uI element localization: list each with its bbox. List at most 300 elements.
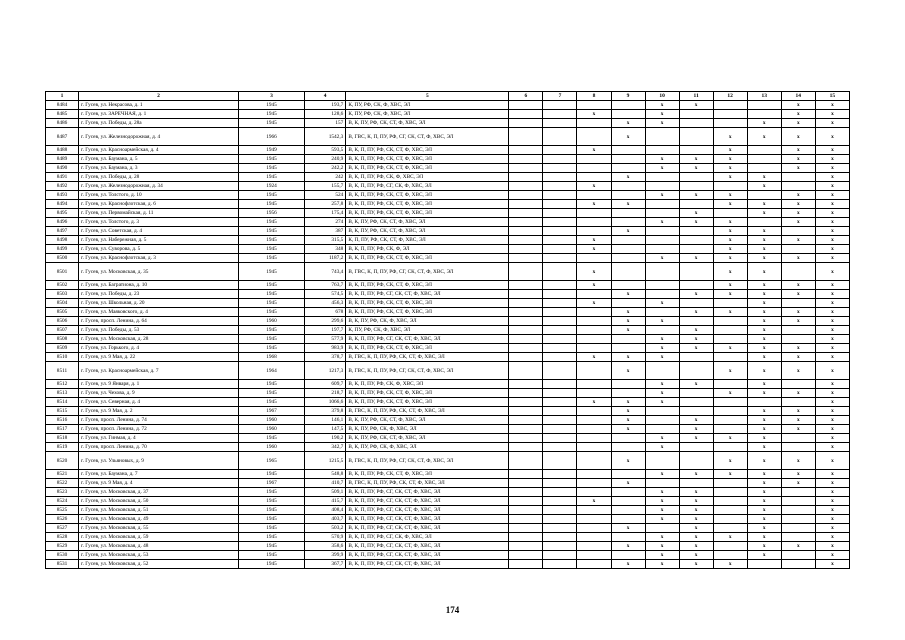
cell-col-15: x: [815, 218, 849, 227]
cell-col-12: [713, 506, 747, 515]
cell-col-14: x: [781, 353, 815, 362]
cell-col-6: [509, 560, 543, 569]
cell-col-11: x: [679, 218, 713, 227]
cell-col-15: x: [815, 335, 849, 344]
cell-year-built: 1945: [238, 380, 304, 389]
cell-area: 387: [305, 227, 346, 236]
cell-col-13: x: [747, 488, 781, 497]
cell-utilities: К, П, ПУ, РФ, СК, СТ, Ф, ХВС, ЭЛ: [346, 236, 509, 245]
cell-address: г. Гусев, ул. 9 Мая, д. 22: [79, 353, 239, 362]
cell-col-13: x: [747, 335, 781, 344]
cell-col-6: [509, 506, 543, 515]
table-row: [46, 182, 850, 191]
cell-col-14: x: [781, 128, 815, 146]
cell-col-12: [713, 299, 747, 308]
cell-col-12: x: [713, 533, 747, 542]
cell-col-13: [747, 146, 781, 155]
table-row: [46, 497, 850, 506]
cell-utilities: В, К, П, ПУ, РФ, СК, СТ, Ф, ХВС, ЭЛ: [346, 209, 509, 218]
cell-col-13: x: [747, 506, 781, 515]
cell-col-9: x: [611, 119, 645, 128]
cell-year-built: 1965: [238, 452, 304, 470]
cell-col-10: [645, 263, 679, 281]
cell-row-number: 8524: [46, 497, 79, 506]
cell-address: г. Гусев, ул. 9 Мая, д. 4: [79, 479, 239, 488]
cell-col-9: x: [611, 317, 645, 326]
table-row: [46, 542, 850, 551]
cell-col-8: [577, 515, 611, 524]
cell-col-6: [509, 551, 543, 560]
cell-col-11: x: [679, 209, 713, 218]
cell-utilities: В, К, П, ПУ, РФ, СК, СТ, Ф, ХВС, ЭЛ: [346, 299, 509, 308]
cell-col-15: x: [815, 200, 849, 209]
cell-utilities: В, К, П, ПУ, РФ, СГ, СК, СТ, Ф, ХВС, ЭЛ: [346, 542, 509, 551]
cell-utilities: В, ГВС, К, П, ПУ, РФ, СГ, СК, СТ, Ф, ХВС, ЭЛ: [346, 362, 509, 380]
cell-col-9: x: [611, 227, 645, 236]
cell-col-12: x: [713, 128, 747, 146]
cell-col-15: x: [815, 245, 849, 254]
cell-col-10: x: [645, 560, 679, 569]
cell-col-8: [577, 452, 611, 470]
cell-col-13: x: [747, 551, 781, 560]
cell-col-10: [645, 479, 679, 488]
cell-year-built: 1945: [238, 560, 304, 569]
column-header-14: 14: [781, 92, 815, 101]
cell-utilities: В, К, П, ПУ, РФ, СГ, СК, СТ, Ф, ХВС, ЭЛ: [346, 290, 509, 299]
cell-col-14: x: [781, 407, 815, 416]
cell-year-built: 1960: [238, 317, 304, 326]
cell-col-15: x: [815, 425, 849, 434]
cell-col-9: [611, 209, 645, 218]
cell-address: г. Гусев, ул. Победы, д. 23: [79, 290, 239, 299]
cell-year-built: 1945: [238, 155, 304, 164]
cell-col-15: x: [815, 470, 849, 479]
cell-col-6: [509, 515, 543, 524]
cell-col-6: [509, 317, 543, 326]
cell-area: 743,4: [305, 263, 346, 281]
cell-col-6: [509, 299, 543, 308]
cell-col-12: x: [713, 200, 747, 209]
cell-col-6: [509, 416, 543, 425]
cell-year-built: 1945: [238, 245, 304, 254]
cell-col-9: [611, 380, 645, 389]
table-row: [46, 488, 850, 497]
cell-col-15: x: [815, 299, 849, 308]
cell-col-13: [747, 164, 781, 173]
cell-col-12: [713, 326, 747, 335]
cell-year-built: 1945: [238, 218, 304, 227]
cell-year-built: 1945: [238, 398, 304, 407]
column-header-11: 11: [679, 92, 713, 101]
cell-col-11: x: [679, 344, 713, 353]
cell-col-8: [577, 344, 611, 353]
cell-utilities: В, ГВС, К, П, ПУ, РФ, СК, СТ, Ф, ХВС, ЭЛ: [346, 407, 509, 416]
cell-year-built: 1945: [238, 542, 304, 551]
cell-col-10: [645, 326, 679, 335]
cell-col-14: [781, 488, 815, 497]
cell-col-9: x: [611, 326, 645, 335]
cell-col-7: [543, 110, 577, 119]
cell-col-12: [713, 101, 747, 110]
cell-col-11: x: [679, 416, 713, 425]
cell-col-8: x: [577, 200, 611, 209]
cell-row-number: 8512: [46, 380, 79, 389]
cell-col-7: [543, 281, 577, 290]
cell-utilities: В, К, П, ПУ, РФ, СК, СТ, Ф, ХВС, ЭЛ: [346, 200, 509, 209]
cell-col-9: [611, 245, 645, 254]
cell-col-7: [543, 317, 577, 326]
cell-year-built: 1945: [238, 335, 304, 344]
cell-col-10: [645, 407, 679, 416]
cell-col-7: [543, 425, 577, 434]
cell-col-15: x: [815, 551, 849, 560]
cell-utilities: В, К, ПУ, РФ, СК, Ф, ХВС, ЭЛ: [346, 425, 509, 434]
cell-col-8: [577, 416, 611, 425]
cell-col-9: [611, 389, 645, 398]
cell-col-15: x: [815, 317, 849, 326]
cell-col-7: [543, 560, 577, 569]
cell-col-8: x: [577, 110, 611, 119]
cell-col-8: x: [577, 281, 611, 290]
cell-col-13: x: [747, 245, 781, 254]
cell-col-9: [611, 506, 645, 515]
cell-col-12: x: [713, 362, 747, 380]
cell-col-7: [543, 398, 577, 407]
column-header-9: 9: [611, 92, 645, 101]
cell-col-15: x: [815, 497, 849, 506]
cell-col-8: x: [577, 245, 611, 254]
cell-col-8: [577, 380, 611, 389]
cell-col-15: x: [815, 362, 849, 380]
cell-col-15: x: [815, 506, 849, 515]
cell-col-13: x: [747, 128, 781, 146]
cell-col-8: [577, 173, 611, 182]
cell-utilities: К, ПУ, РФ, СК, Ф, ХВС, ЭЛ: [346, 110, 509, 119]
cell-col-12: [713, 380, 747, 389]
table-row: [46, 155, 850, 164]
cell-col-8: [577, 560, 611, 569]
cell-year-built: 1949: [238, 146, 304, 155]
cell-year-built: 1945: [238, 533, 304, 542]
table-row: [46, 191, 850, 200]
cell-area: 609,7: [305, 380, 346, 389]
cell-col-14: x: [781, 254, 815, 263]
cell-col-7: [543, 506, 577, 515]
cell-col-8: [577, 335, 611, 344]
cell-address: г. Гусев, ул. Московская, д. 53: [79, 551, 239, 560]
cell-col-6: [509, 353, 543, 362]
cell-col-11: [679, 200, 713, 209]
cell-col-9: [611, 335, 645, 344]
cell-col-10: x: [645, 542, 679, 551]
cell-col-7: [543, 452, 577, 470]
cell-col-12: x: [713, 263, 747, 281]
cell-col-12: [713, 335, 747, 344]
cell-col-8: [577, 407, 611, 416]
cell-utilities: В, К, П, ПУ, РФ, СГ, СК, СТ, Ф, ХВС, ЭЛ: [346, 488, 509, 497]
cell-col-11: x: [679, 506, 713, 515]
cell-col-15: x: [815, 155, 849, 164]
cell-col-12: [713, 443, 747, 452]
cell-address: г. Гусев, ул. Баумана, д. 3: [79, 164, 239, 173]
cell-col-14: x: [781, 542, 815, 551]
cell-area: 456,3: [305, 299, 346, 308]
cell-col-10: [645, 200, 679, 209]
cell-col-10: [645, 209, 679, 218]
cell-col-10: [645, 308, 679, 317]
cell-col-11: x: [679, 488, 713, 497]
cell-col-14: [781, 506, 815, 515]
cell-col-15: x: [815, 560, 849, 569]
cell-col-10: x: [645, 353, 679, 362]
cell-utilities: В, К, П, ПУ, РФ, СК, Ф, ХВС, ЭЛ: [346, 380, 509, 389]
cell-col-12: [713, 425, 747, 434]
cell-col-9: [611, 434, 645, 443]
cell-col-8: [577, 443, 611, 452]
cell-col-12: x: [713, 245, 747, 254]
cell-year-built: 1945: [238, 497, 304, 506]
cell-area: 415,7: [305, 497, 346, 506]
cell-col-7: [543, 191, 577, 200]
cell-col-6: [509, 200, 543, 209]
cell-address: г. Гусев, ул. Некрасова, д. 1: [79, 101, 239, 110]
cell-row-number: 8516: [46, 416, 79, 425]
cell-col-8: [577, 533, 611, 542]
cell-col-6: [509, 533, 543, 542]
cell-utilities: В, К, П, ПУ, РФ, СГ, СК, СТ, Ф, ХВС, ЭЛ: [346, 524, 509, 533]
cell-col-12: x: [713, 146, 747, 155]
cell-col-9: [611, 191, 645, 200]
cell-utilities: К, ПУ, РФ, СК, Ф, ХВС, ЭЛ: [346, 326, 509, 335]
cell-utilities: В, К, П, ПУ, РФ, СК, СТ, Ф, ХВС, ЭЛ: [346, 389, 509, 398]
cell-row-number: 8485: [46, 110, 79, 119]
cell-col-13: x: [747, 515, 781, 524]
cell-col-7: [543, 407, 577, 416]
column-header-1: 1: [46, 92, 79, 101]
cell-year-built: 1945: [238, 200, 304, 209]
cell-col-12: x: [713, 560, 747, 569]
cell-col-10: x: [645, 344, 679, 353]
cell-col-11: [679, 146, 713, 155]
cell-col-15: x: [815, 164, 849, 173]
cell-col-9: x: [611, 200, 645, 209]
cell-col-8: x: [577, 182, 611, 191]
cell-col-10: [645, 173, 679, 182]
cell-address: г. Гусев, ул. Московская, д. 37: [79, 488, 239, 497]
cell-col-12: x: [713, 254, 747, 263]
cell-address: г. Гусев, ул. Московская, д. 59: [79, 533, 239, 542]
cell-row-number: 8484: [46, 101, 79, 110]
cell-address: г. Гусев, ул. Железнодорожная, д. 4: [79, 128, 239, 146]
cell-area: 408,4: [305, 506, 346, 515]
cell-year-built: 1945: [238, 551, 304, 560]
cell-address: г. Гусев, ул. Московская, д. 51: [79, 506, 239, 515]
cell-year-built: 1945: [238, 488, 304, 497]
table-row: [46, 515, 850, 524]
cell-col-12: x: [713, 308, 747, 317]
cell-address: г. Гусев, ул. Ульяновых, д. 9: [79, 452, 239, 470]
cell-col-11: x: [679, 542, 713, 551]
cell-col-6: [509, 443, 543, 452]
table-row: [46, 389, 850, 398]
cell-col-15: x: [815, 452, 849, 470]
cell-col-7: [543, 308, 577, 317]
table-row: [46, 110, 850, 119]
cell-row-number: 8519: [46, 443, 79, 452]
cell-col-11: x: [679, 308, 713, 317]
cell-area: 403,7: [305, 515, 346, 524]
cell-col-9: [611, 470, 645, 479]
cell-col-13: x: [747, 362, 781, 380]
cell-area: 410,7: [305, 479, 346, 488]
cell-col-10: x: [645, 551, 679, 560]
cell-col-8: x: [577, 263, 611, 281]
cell-col-11: [679, 173, 713, 182]
cell-address: г. Гусев, просп. Ленина, д. 72: [79, 425, 239, 434]
cell-col-10: x: [645, 155, 679, 164]
cell-col-14: x: [781, 101, 815, 110]
cell-col-13: x: [747, 434, 781, 443]
cell-row-number: 8525: [46, 506, 79, 515]
cell-col-15: x: [815, 263, 849, 281]
cell-col-14: x: [781, 218, 815, 227]
cell-col-10: [645, 245, 679, 254]
cell-area: 503,2: [305, 524, 346, 533]
cell-address: г. Гусев, ул. Северная, д. 4: [79, 398, 239, 407]
cell-col-14: [781, 380, 815, 389]
cell-col-9: x: [611, 173, 645, 182]
cell-col-8: x: [577, 146, 611, 155]
cell-col-15: x: [815, 434, 849, 443]
cell-col-12: [713, 479, 747, 488]
cell-col-14: [781, 515, 815, 524]
cell-col-11: [679, 236, 713, 245]
cell-col-13: x: [747, 524, 781, 533]
cell-col-11: [679, 452, 713, 470]
cell-row-number: 8530: [46, 551, 79, 560]
table-row: [46, 560, 850, 569]
cell-col-14: x: [781, 416, 815, 425]
cell-col-13: x: [747, 227, 781, 236]
cell-year-built: 1945: [238, 164, 304, 173]
table-row: [46, 146, 850, 155]
cell-year-built: 1945: [238, 281, 304, 290]
cell-row-number: 8518: [46, 434, 79, 443]
cell-col-15: x: [815, 182, 849, 191]
cell-col-8: [577, 155, 611, 164]
cell-col-15: x: [815, 128, 849, 146]
cell-utilities: В, К, П, ПУ, РФ, СГ, СК, СТ, Ф, ХВС, ЭЛ: [346, 551, 509, 560]
table-row: [46, 227, 850, 236]
cell-col-7: [543, 227, 577, 236]
cell-area: 342,7: [305, 443, 346, 452]
cell-col-15: x: [815, 254, 849, 263]
cell-col-13: [747, 398, 781, 407]
cell-row-number: 8494: [46, 200, 79, 209]
cell-col-12: [713, 182, 747, 191]
cell-col-7: [543, 470, 577, 479]
cell-col-8: [577, 317, 611, 326]
cell-col-11: x: [679, 335, 713, 344]
cell-col-13: x: [747, 308, 781, 317]
cell-col-14: x: [781, 344, 815, 353]
cell-col-12: [713, 317, 747, 326]
cell-row-number: 8514: [46, 398, 79, 407]
cell-col-8: [577, 470, 611, 479]
cell-address: г. Гусев, ул. Толстого, д. 10: [79, 191, 239, 200]
cell-area: 548,8: [305, 470, 346, 479]
cell-address: г. Гусев, ул. Краснофлотская, д. 3: [79, 254, 239, 263]
cell-col-6: [509, 425, 543, 434]
cell-utilities: В, К, П, ПУ, РФ, СК, СТ, Ф, ХВС, ЭЛ: [346, 146, 509, 155]
cell-col-13: x: [747, 389, 781, 398]
cell-address: г. Гусев, ул. ЗАРЕЧНАЯ, д. 1: [79, 110, 239, 119]
cell-col-6: [509, 524, 543, 533]
cell-col-14: x: [781, 317, 815, 326]
cell-col-13: x: [747, 479, 781, 488]
cell-col-11: x: [679, 533, 713, 542]
table-row: [46, 317, 850, 326]
cell-col-14: x: [781, 290, 815, 299]
table-row: [46, 551, 850, 560]
cell-year-built: 1945: [238, 110, 304, 119]
cell-utilities: В, К, ПУ, РФ, СК, Ф, ХВС, ЭЛ: [346, 443, 509, 452]
cell-row-number: 8515: [46, 407, 79, 416]
cell-address: г. Гусев, просп. Ленина, д. 70: [79, 443, 239, 452]
cell-col-14: [781, 551, 815, 560]
cell-col-13: x: [747, 542, 781, 551]
cell-col-14: [781, 182, 815, 191]
cell-address: г. Гусев, ул. Баумана, д. 5: [79, 155, 239, 164]
cell-utilities: В, ГВС, К, П, ПУ, РФ, СК, СТ, Ф, ХВС, ЭЛ: [346, 479, 509, 488]
cell-col-8: [577, 551, 611, 560]
cell-col-15: x: [815, 488, 849, 497]
cell-col-13: [747, 191, 781, 200]
cell-col-8: [577, 191, 611, 200]
cell-col-13: x: [747, 263, 781, 281]
cell-utilities: В, К, П, ПУ, РФ, СК, СТ, Ф, ХВС, ЭЛ: [346, 398, 509, 407]
cell-year-built: 1945: [238, 470, 304, 479]
cell-col-8: [577, 425, 611, 434]
cell-col-11: x: [679, 380, 713, 389]
cell-col-8: [577, 119, 611, 128]
cell-row-number: 8529: [46, 542, 79, 551]
cell-col-8: x: [577, 497, 611, 506]
cell-col-7: [543, 164, 577, 173]
cell-col-9: x: [611, 290, 645, 299]
cell-area: 299,6: [305, 317, 346, 326]
cell-address: г. Гусев, ул. Толстого, д. 3: [79, 218, 239, 227]
cell-address: г. Гусев, ул. Маяковского, д. 4: [79, 308, 239, 317]
table-row: [46, 308, 850, 317]
cell-utilities: В, К, ПУ, РФ, СК, СТ, Ф, ХВС, ЭЛ: [346, 227, 509, 236]
cell-row-number: 8486: [46, 119, 79, 128]
cell-col-15: x: [815, 533, 849, 542]
column-header-15: 15: [815, 92, 849, 101]
cell-row-number: 8497: [46, 227, 79, 236]
cell-utilities: В, К, П, ПУ, РФ, СК, Ф, ХВС, ЭЛ: [346, 173, 509, 182]
cell-col-14: [781, 263, 815, 281]
cell-year-built: 1945: [238, 191, 304, 200]
column-header-12: 12: [713, 92, 747, 101]
cell-col-10: x: [645, 533, 679, 542]
cell-area: 983,9: [305, 344, 346, 353]
cell-col-6: [509, 128, 543, 146]
cell-col-10: x: [645, 488, 679, 497]
cell-col-7: [543, 146, 577, 155]
cell-row-number: 8505: [46, 308, 79, 317]
cell-col-13: x: [747, 290, 781, 299]
